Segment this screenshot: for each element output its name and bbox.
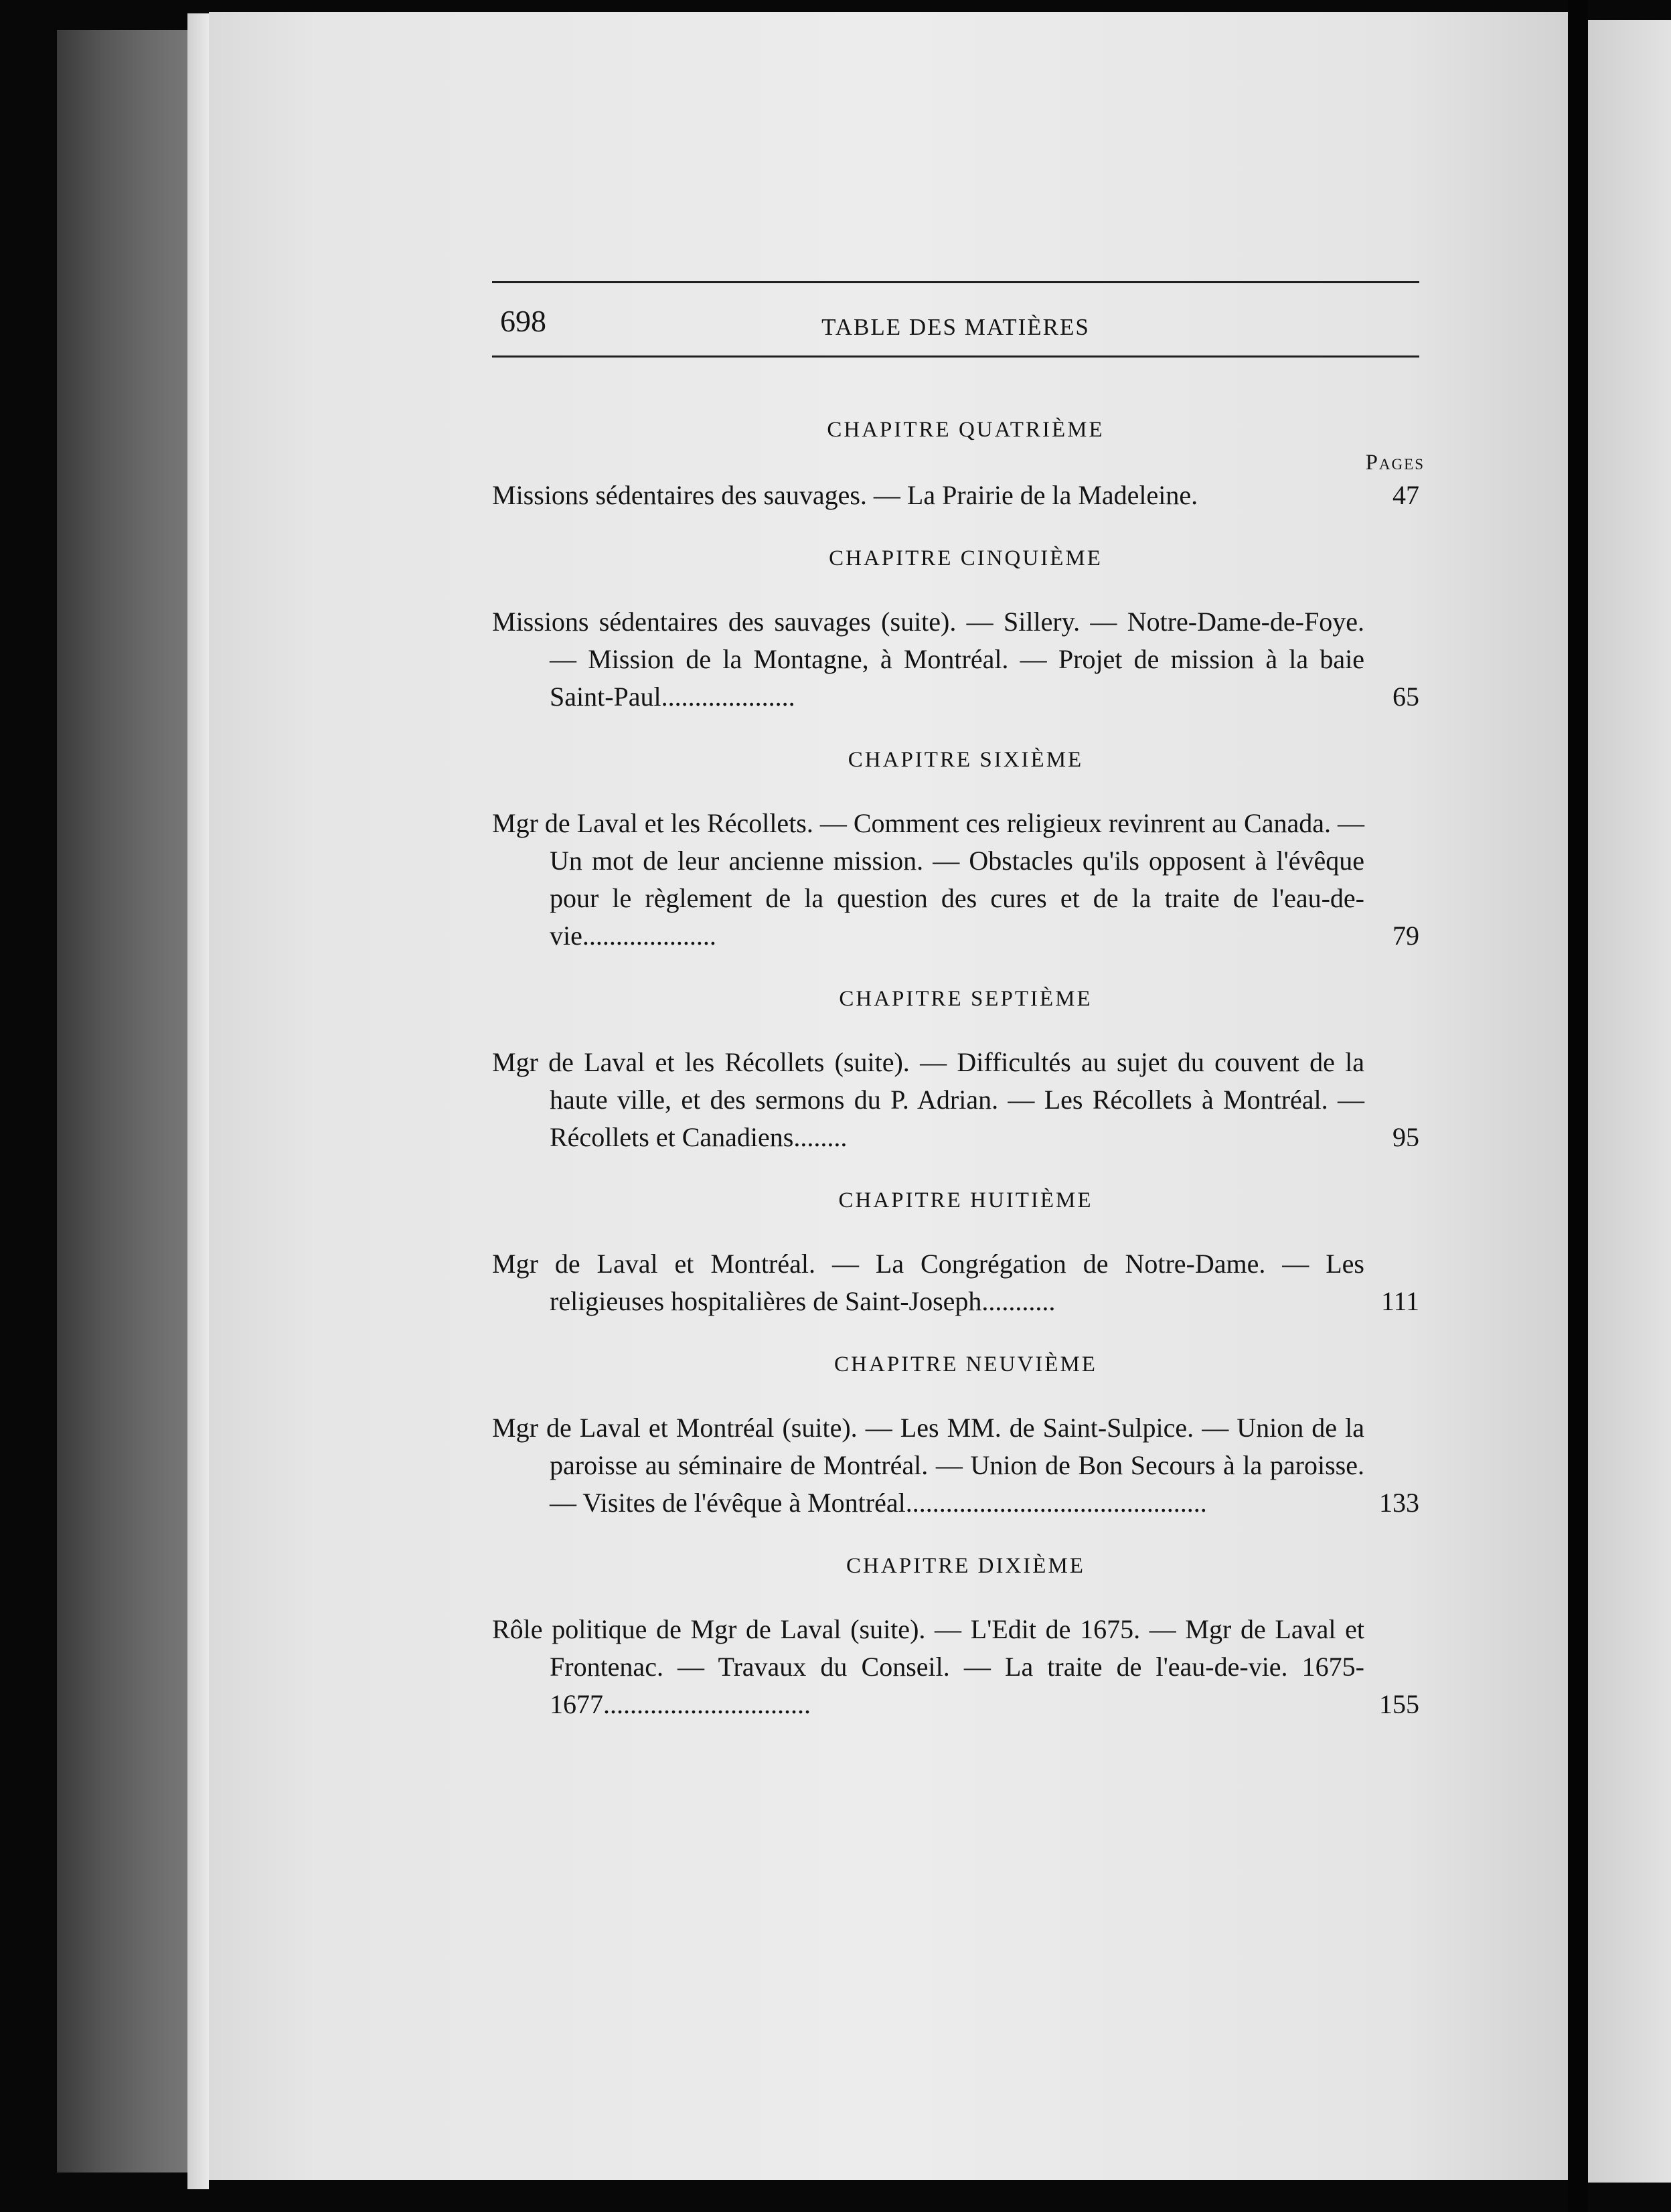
header-rule-bottom — [492, 356, 1419, 358]
book-binding — [57, 30, 187, 2172]
chapter-heading: CHAPITRE CINQUIÈME — [829, 546, 1103, 570]
chapter-heading: CHAPITRE SIXIÈME — [848, 748, 1084, 772]
chapter-page-number: 155 — [1379, 1689, 1419, 1719]
chapter-heading: CHAPITRE QUATRIÈME — [827, 418, 1105, 442]
table-of-contents — [492, 281, 1425, 1723]
chapter-summary: Mgr de Laval et Montréal (suite). — Les MM. de Saint-Sulpice. — Union de la paroisse au séminaire de Montréal. — Union de Bon Secours à la paroisse. — Visites de l'évêque à Montréal............................................. — [492, 1413, 1364, 1518]
chapter-summary: Mgr de Laval et les Récollets. — Comment ces religieux revinrent au Canada. — Un mot de leur ancienne mission. — Obstacles qu'ils opposent à l'évêque pour le règlement de la question des cures et de la traite de l'eau-de-vie.................... — [492, 808, 1364, 951]
page-number: 698 — [500, 304, 546, 338]
binding-edge — [187, 13, 209, 2189]
chapter-entry — [492, 1245, 1419, 1320]
chapter-entry — [492, 477, 1419, 514]
chapter-summary: Missions sédentaires des sauvages. — La Prairie de la Madeleine. — [492, 480, 1198, 510]
running-title: TABLE DES MATIÈRES — [821, 314, 1090, 340]
chapter-heading: CHAPITRE HUITIÈME — [838, 1188, 1093, 1212]
facing-page-edge — [1588, 20, 1671, 2183]
chapter-entry — [492, 1044, 1419, 1156]
chapter-summary: Rôle politique de Mgr de Laval (suite). — L'Edit de 1675. — Mgr de Laval et Frontenac. — Travaux du Conseil. — La traite de l'eau-de-vie. 1675-1677............................... — [492, 1614, 1364, 1719]
chapter-summary: Missions sédentaires des sauvages (suite). — Sillery. — Notre-Dame-de-Foye. — Mission de la Montagne, à Montréal. — Projet de mission à la baie Saint-Paul.................... — [492, 607, 1364, 712]
chapter-entry — [492, 805, 1419, 955]
chapter-heading: CHAPITRE NEUVIÈME — [834, 1352, 1097, 1376]
page-header — [492, 283, 1419, 356]
chapter-heading: CHAPITRE SEPTIÈME — [839, 987, 1093, 1011]
chapter-entry — [492, 1611, 1419, 1723]
page-gutter — [1568, 0, 1588, 2212]
chapter-summary: Mgr de Laval et les Récollets (suite). — Difficultés au sujet du couvent de la haute ville, et des sermons du P. Adrian. — Les Récollets à Montréal. — Récollets et Canadiens........ — [492, 1047, 1364, 1152]
chapter-page-number: 47 — [1392, 480, 1419, 510]
chapter-entry — [492, 603, 1419, 716]
chapter-page-number: 79 — [1392, 921, 1419, 951]
pages-column-label: Pages — [1365, 451, 1425, 475]
chapter-page-number: 65 — [1392, 682, 1419, 712]
chapter-entry — [492, 1409, 1419, 1522]
chapter-page-number: 111 — [1380, 1286, 1419, 1316]
chapter-summary: Mgr de Laval et Montréal. — La Congrégation de Notre-Dame. — Les religieuses hospitalières de Saint-Joseph........... — [492, 1249, 1364, 1316]
chapter-page-number: 95 — [1392, 1122, 1419, 1152]
chapter-heading: CHAPITRE DIXIÈME — [846, 1554, 1085, 1578]
chapter-page-number: 133 — [1379, 1488, 1419, 1518]
